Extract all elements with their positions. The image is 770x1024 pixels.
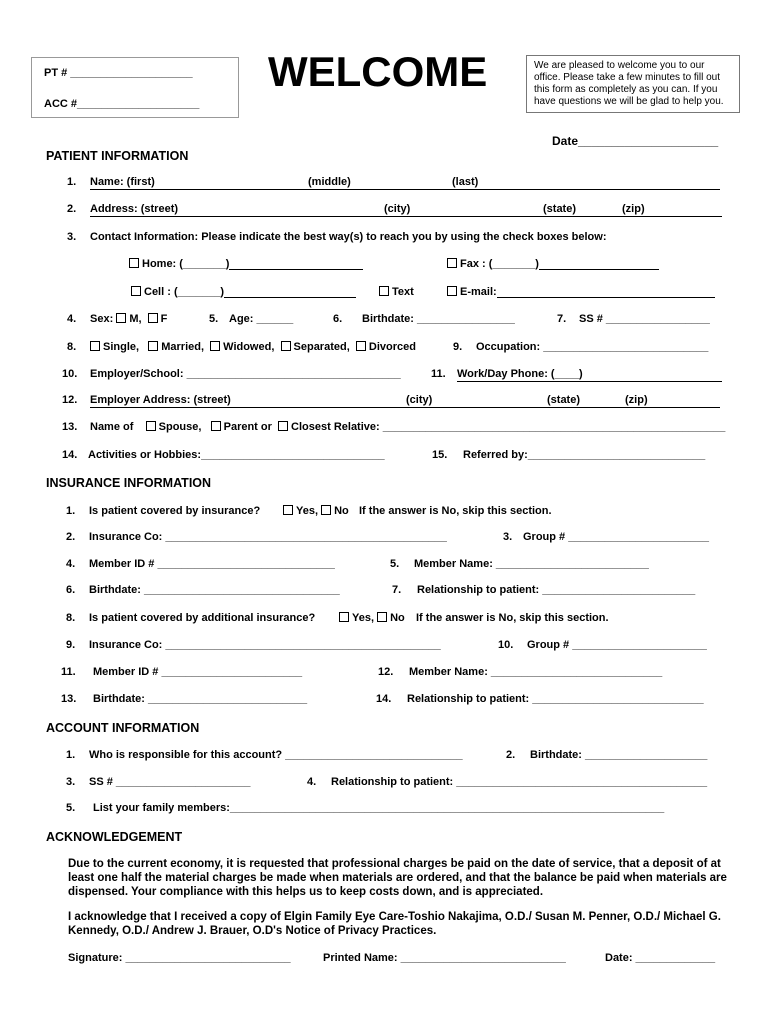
contact-instructions: Contact Information: Please indicate the best way(s) to reach you by using the check boxes below: <box>90 231 607 243</box>
email-checkbox[interactable] <box>447 286 457 296</box>
item-number: 7. <box>557 313 567 325</box>
name-first-label: Name: (first) <box>90 176 155 188</box>
item-number: 13. <box>61 693 77 705</box>
name-last-label: (last) <box>452 176 479 188</box>
responsible-party-field[interactable]: Who is responsible for this account? _____________________________ <box>89 749 463 761</box>
relationship-field[interactable]: Relationship to patient: _________________________ <box>417 584 696 596</box>
insurance-company-field[interactable]: Insurance Co: ______________________________________________ <box>89 531 447 543</box>
address-city-label: (city) <box>384 203 411 215</box>
signature-field[interactable]: Signature: ___________________________ <box>68 952 291 964</box>
item-number: 5. <box>390 558 400 570</box>
section-heading-insurance: INSURANCE INFORMATION <box>46 476 212 490</box>
printed-name-field[interactable]: Printed Name: ___________________________ <box>323 952 566 964</box>
address-zip-label: (zip) <box>622 203 645 215</box>
male-checkbox[interactable] <box>116 313 126 323</box>
relationship-2-field[interactable]: Relationship to patient: ____________________________ <box>407 693 704 705</box>
yes-checkbox[interactable] <box>339 612 349 622</box>
birthdate-field[interactable]: Birthdate: ________________ <box>362 313 515 325</box>
item-number: 10. <box>498 639 514 651</box>
spouse-checkbox[interactable] <box>146 421 156 431</box>
item-number: 6. <box>66 584 76 596</box>
yes-checkbox[interactable] <box>283 505 293 515</box>
item-number: 14. <box>376 693 392 705</box>
member-name-field[interactable]: Member Name: _________________________ <box>414 558 649 570</box>
item-number: 2. <box>506 749 516 761</box>
married-checkbox[interactable] <box>148 341 158 351</box>
separated-checkbox[interactable] <box>281 341 291 351</box>
widowed-checkbox[interactable] <box>210 341 220 351</box>
address-state-label: (state) <box>543 203 577 215</box>
no-checkbox[interactable] <box>321 505 331 515</box>
ss-field[interactable]: SS # _________________ <box>579 313 710 325</box>
item-number: 8. <box>66 612 76 624</box>
address-street-label: Address: (street) <box>90 203 179 215</box>
pt-number-field[interactable]: PT # ____________________ <box>44 67 193 79</box>
closest-relative-checkbox[interactable] <box>278 421 288 431</box>
employer-address-field[interactable] <box>90 394 720 408</box>
name-field[interactable] <box>90 176 720 190</box>
home-phone-field[interactable]: Home: (_______) <box>129 258 363 270</box>
additional-insurance-question: Is patient covered by additional insurance? <box>89 612 316 624</box>
insurance-yes-no[interactable]: Yes, No <box>283 505 349 517</box>
marital-status-field[interactable]: Single, Married, Widowed, Separated, Divorced <box>90 341 416 353</box>
section-heading-patient: PATIENT INFORMATION <box>46 149 189 163</box>
fax-field[interactable]: Fax : (_______) <box>447 258 659 270</box>
item-number: 9. <box>66 639 76 651</box>
insurance-company-2-field[interactable]: Insurance Co: _____________________________________________ <box>89 639 441 651</box>
item-number: 13. <box>62 421 78 433</box>
section-heading-account: ACCOUNT INFORMATION <box>46 721 200 735</box>
item-number: 10. <box>62 368 78 380</box>
name-middle-label: (middle) <box>308 176 351 188</box>
employer-zip-label: (zip) <box>625 394 648 406</box>
female-checkbox[interactable] <box>148 313 158 323</box>
privacy-acknowledgement-text: I acknowledge that I received a copy of Elgin Family Eye Care-Toshio Nakajima, O.D./ Susan M. Penner, O.D./ Michael G. Kennedy, O.D./ Andrew J. Brauer, O.D's Notice of Privacy Practices. <box>68 911 721 937</box>
item-number: 3. <box>67 231 77 243</box>
item-number: 1. <box>66 505 76 517</box>
member-name-2-field[interactable]: Member Name: ____________________________ <box>409 666 663 678</box>
employer-city-label: (city) <box>406 394 433 406</box>
item-number: 4. <box>67 313 77 325</box>
text-checkbox[interactable] <box>379 286 389 296</box>
item-number: 7. <box>392 584 402 596</box>
section-heading-acknowledgement: ACKNOWLEDGEMENT <box>46 830 183 844</box>
item-number: 1. <box>66 749 76 761</box>
welcome-note: We are pleased to welcome you to our office. Please take a few minutes to fill out this form as completely as you can. If you have questions we will be glad to help you. <box>526 55 740 113</box>
additional-insurance-yes-no[interactable]: Yes, No <box>339 612 405 624</box>
relative-field[interactable]: Name of Spouse, Parent or Closest Relative: ________________________________________________________ <box>90 421 726 433</box>
skip-note: If the answer is No, skip this section. <box>359 505 552 517</box>
item-number: 3. <box>66 776 76 788</box>
family-members-field[interactable]: List your family members:_______________________________________________________________________ <box>93 802 665 814</box>
home-checkbox[interactable] <box>129 258 139 268</box>
age-field[interactable]: Age: ______ <box>229 313 294 325</box>
group-number-2-field[interactable]: Group # ______________________ <box>527 639 707 651</box>
employer-state-label: (state) <box>547 394 581 406</box>
cell-checkbox[interactable] <box>131 286 141 296</box>
cell-phone-field[interactable]: Cell : (_______) <box>131 286 356 298</box>
sex-field[interactable]: Sex: M, F <box>90 313 168 325</box>
occupation-field[interactable]: Occupation: ___________________________ <box>476 341 709 353</box>
item-number: 1. <box>67 176 77 188</box>
item-number: 15. <box>432 449 448 461</box>
email-field[interactable]: E-mail: <box>447 286 715 298</box>
fax-checkbox[interactable] <box>447 258 457 268</box>
item-number: 14. <box>62 449 78 461</box>
insurance-question: Is patient covered by insurance? <box>89 505 261 517</box>
member-id-2-field[interactable]: Member ID # _______________________ <box>93 666 303 678</box>
acc-number-field[interactable]: ACC #____________________ <box>44 98 200 110</box>
no-checkbox[interactable] <box>377 612 387 622</box>
item-number: 4. <box>307 776 317 788</box>
account-ss-field[interactable]: SS # ______________________ <box>89 776 251 788</box>
account-birthdate-field[interactable]: Birthdate: ____________________ <box>530 749 708 761</box>
account-number-box <box>31 57 239 118</box>
item-number: 2. <box>66 531 76 543</box>
item-number: 11. <box>431 368 446 380</box>
item-number: 9. <box>453 341 463 353</box>
item-number: 2. <box>67 203 77 215</box>
employer-street-label: Employer Address: (street) <box>90 394 231 406</box>
item-number: 5. <box>66 802 76 814</box>
page-title: WELCOME <box>268 48 488 95</box>
item-number: 5. <box>209 313 219 325</box>
skip-note: If the answer is No, skip this section. <box>416 612 609 624</box>
member-id-field[interactable]: Member ID # _____________________________ <box>89 558 335 570</box>
group-number-field[interactable]: Group # _______________________ <box>523 531 709 543</box>
item-number: 12. <box>62 394 78 406</box>
item-number: 4. <box>66 558 76 570</box>
item-number: 6. <box>333 313 343 325</box>
item-number: 12. <box>378 666 394 678</box>
date-field[interactable]: Date_____________________ <box>552 134 719 148</box>
signature-date-field[interactable]: Date: _____________ <box>605 952 716 964</box>
divorced-checkbox[interactable] <box>356 341 366 351</box>
referred-by-field[interactable]: Referred by:_____________________________ <box>463 449 706 461</box>
item-number: 11. <box>61 666 76 678</box>
parent-checkbox[interactable] <box>211 421 221 431</box>
insurance-birthdate-2-field[interactable]: Birthdate: __________________________ <box>93 693 308 705</box>
text-option[interactable]: Text <box>379 286 414 298</box>
activities-field[interactable]: Activities or Hobbies:______________________________ <box>88 449 385 461</box>
employer-field[interactable]: Employer/School: ___________________________________ <box>90 368 401 380</box>
item-number: 3. <box>503 531 513 543</box>
insurance-birthdate-field[interactable]: Birthdate: ________________________________ <box>89 584 340 596</box>
payment-policy-text: Due to the current economy, it is requested that professional charges be paid on the date of service, that a deposit of at least one half the material charges be made when materials are ordered, and that the balance be paid when materials are dispensed. Your compliance with this helps us to keep costs down, and is appreciated. <box>68 858 727 898</box>
work-phone-field[interactable]: Work/Day Phone: (____) <box>457 368 722 382</box>
account-relationship-field[interactable]: Relationship to patient: _________________________________________ <box>331 776 708 788</box>
single-checkbox[interactable] <box>90 341 100 351</box>
address-field[interactable] <box>90 203 722 217</box>
item-number: 8. <box>67 341 77 353</box>
